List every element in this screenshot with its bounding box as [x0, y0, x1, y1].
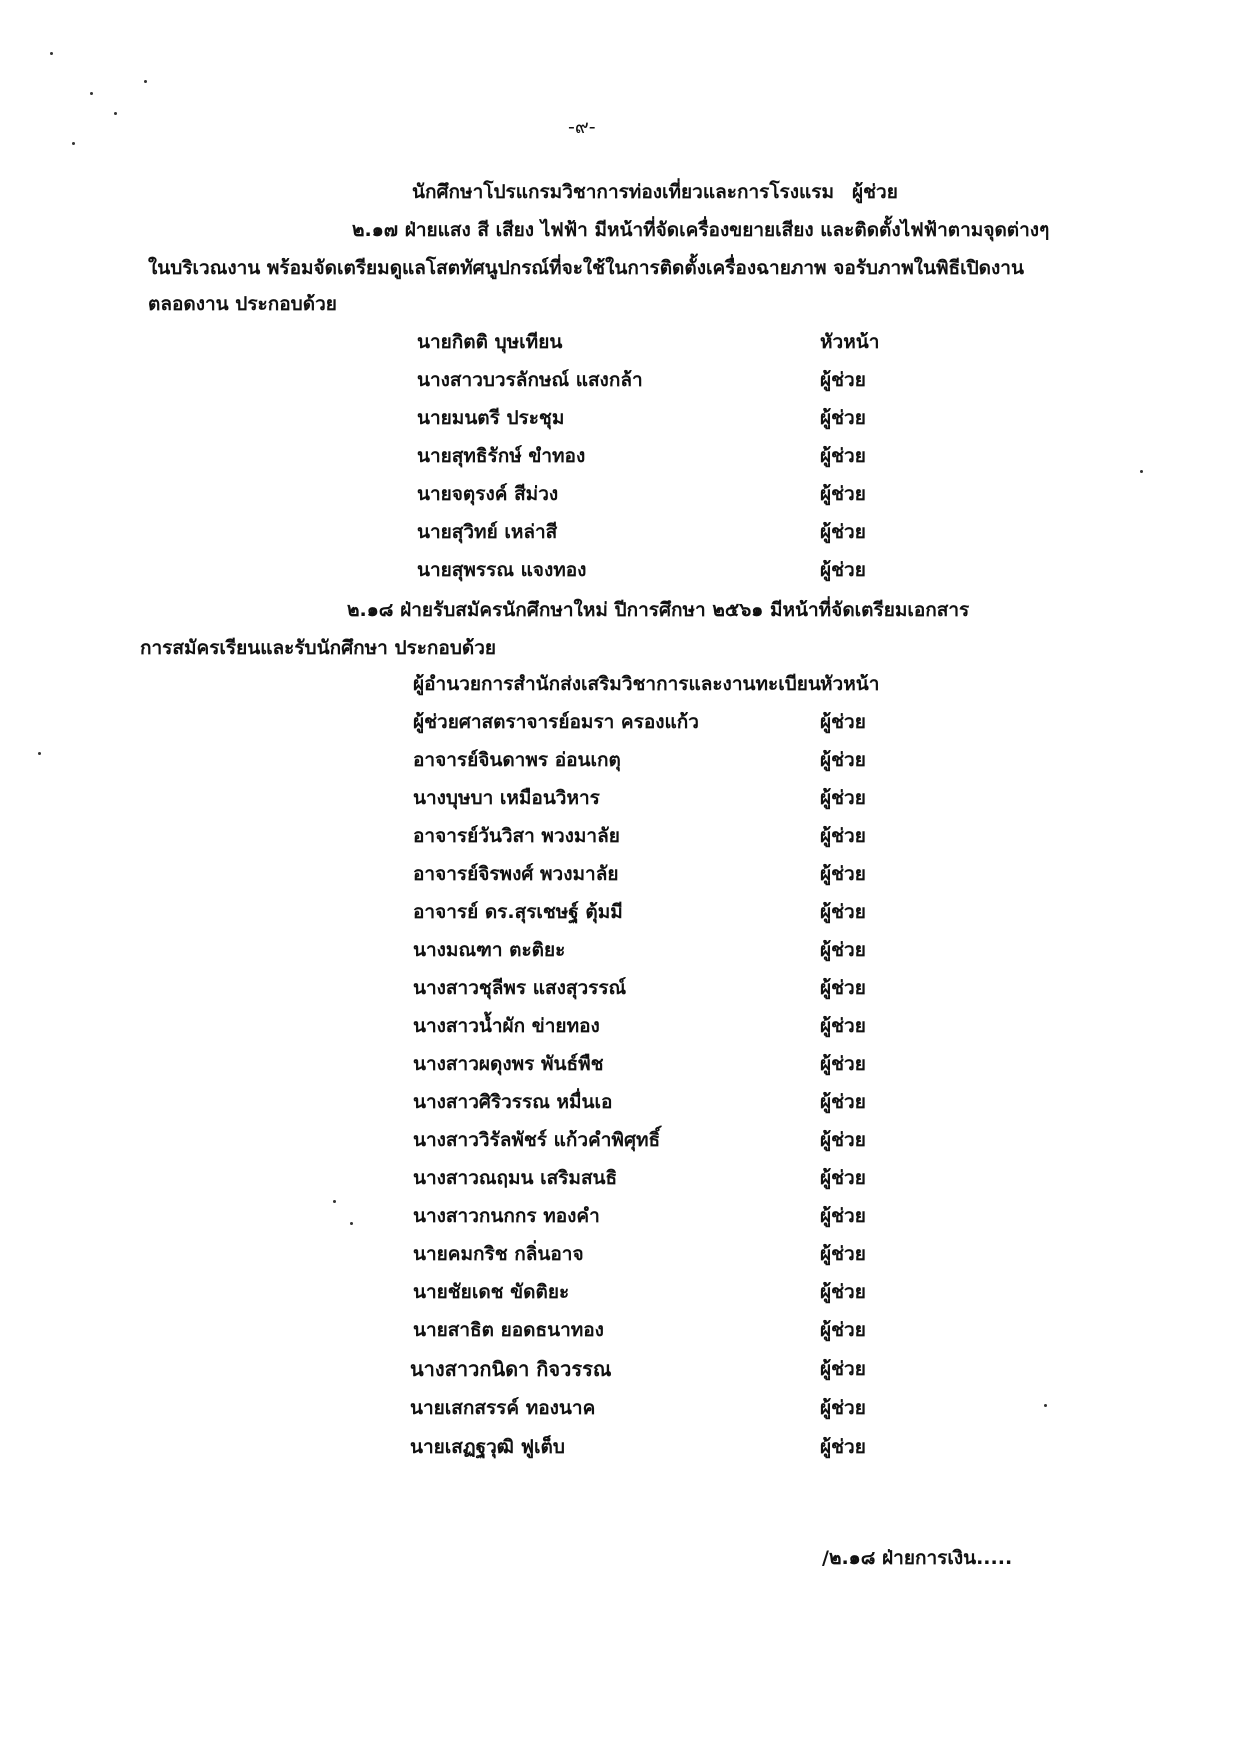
- member-name: นางสาวน้ำผัก ข่ายทอง: [413, 1015, 600, 1037]
- member-role: ผู้ช่วย: [820, 939, 866, 961]
- member-row: [0, 710, 1237, 744]
- section-218-line1: ๒.๑๘ ฝ่ายรับสมัครนักศึกษาใหม่ ปีการศึกษา ๒๕๖๑ มีหน้าที่จัดเตรียมเอกสาร: [347, 599, 970, 621]
- member-role: ผู้ช่วย: [820, 1015, 866, 1037]
- member-row: [0, 520, 1237, 554]
- member-role: ผู้ช่วย: [820, 711, 866, 733]
- member-name: นายกิตติ บุษเทียน: [417, 331, 563, 353]
- section-218-line2: การสมัครเรียนและรับนักศึกษา ประกอบด้วย: [140, 637, 497, 659]
- member-name: นายสาธิต ยอดธนาทอง: [413, 1319, 604, 1341]
- member-role: ผู้ช่วย: [820, 901, 866, 923]
- member-name: อาจารย์จิรพงศ์ พวงมาลัย: [413, 863, 619, 885]
- member-role: ผู้ช่วย: [820, 1205, 866, 1227]
- member-role: หัวหน้า: [820, 331, 880, 353]
- member-name: นายคมกริช กลิ่นอาจ: [413, 1243, 584, 1265]
- member-name: นางสาวผดุงพร พันธ์พืช: [413, 1053, 604, 1075]
- member-row: [0, 1128, 1237, 1162]
- member-row: [0, 786, 1237, 820]
- member-role: ผู้ช่วย: [820, 483, 866, 505]
- member-row: [0, 824, 1237, 858]
- member-role: ผู้ช่วย: [820, 749, 866, 771]
- member-name: นายมนตรี ประชุม: [417, 407, 565, 429]
- member-name: อาจารย์ ดร.สุรเชษฐ์ ตุ้มมี: [413, 901, 623, 923]
- scan-speck: [114, 112, 117, 115]
- member-row: [0, 938, 1237, 972]
- member-role: ผู้ช่วย: [820, 521, 866, 543]
- section-217-line2: ในบริเวณงาน พร้อมจัดเตรียมดูแลโสตทัศนูปกรณ์ที่จะใช้ในการติดตั้งเครื่องฉายภาพ จอรับภาพในพิธีเปิดงาน: [148, 257, 1024, 279]
- section-217-line1: ๒.๑๗ ฝ่ายแสง สี เสียง ไฟฟ้า มีหน้าที่จัดเครื่องขยายเสียง และติดตั้งไฟฟ้าตามจุดต่างๆ: [352, 219, 1050, 241]
- member-name: นายเสฏฐวุฒิ ฟูเต็บ: [410, 1436, 565, 1458]
- member-name: ผู้ช่วยศาสตราจารย์อมรา ครองแก้ว: [413, 711, 699, 733]
- member-name: นางสาวชุลีพร แสงสุวรรณ์: [413, 977, 627, 999]
- member-role: ผู้ช่วย: [820, 407, 866, 429]
- scan-speck: [72, 142, 75, 145]
- member-role: ผู้ช่วย: [820, 977, 866, 999]
- member-row: [0, 558, 1237, 592]
- member-row: [0, 1242, 1237, 1276]
- member-row: [0, 862, 1237, 896]
- member-role: หัวหน้า: [820, 673, 880, 695]
- member-name: นายชัยเดช ขัดติยะ: [413, 1281, 570, 1303]
- intro-role: ผู้ช่วย: [852, 181, 898, 203]
- member-row: [0, 482, 1237, 516]
- page-number: -๙-: [568, 116, 596, 138]
- member-row: [0, 1396, 1237, 1430]
- member-name: อาจารย์จินดาพร อ่อนเกตุ: [413, 749, 621, 771]
- member-name: นางมณฑา ตะติยะ: [413, 939, 566, 961]
- member-role: ผู้ช่วย: [820, 1129, 866, 1151]
- member-name: นายเสกสรรค์ ทองนาค: [410, 1397, 596, 1419]
- member-row: [0, 1435, 1237, 1469]
- member-role: ผู้ช่วย: [820, 1281, 866, 1303]
- member-name: อาจารย์วันวิสา พวงมาลัย: [413, 825, 620, 847]
- section-217-line3: ตลอดงาน ประกอบด้วย: [148, 293, 337, 315]
- member-row: [0, 748, 1237, 782]
- member-row: [0, 1204, 1237, 1238]
- scan-speck: [144, 80, 147, 83]
- member-role: ผู้ช่วย: [820, 1358, 866, 1380]
- scan-speck: [333, 1200, 336, 1203]
- member-role: ผู้ช่วย: [820, 1091, 866, 1113]
- member-role: ผู้ช่วย: [820, 825, 866, 847]
- member-role: ผู้ช่วย: [820, 1053, 866, 1075]
- member-name: นายสุวิทย์ เหล่าสี: [417, 521, 558, 543]
- member-row: [0, 900, 1237, 934]
- member-role: ผู้ช่วย: [820, 1319, 866, 1341]
- member-role: ผู้ช่วย: [820, 445, 866, 467]
- footer-continuation: /๒.๑๘ ฝ่ายการเงิน.....: [822, 1547, 1013, 1569]
- member-role: ผู้ช่วย: [820, 559, 866, 581]
- member-name: นางสาวบวรลักษณ์ แสงกล้า: [417, 369, 643, 391]
- member-row: [0, 1090, 1237, 1124]
- member-name: นางสาวกนิดา กิจวรรณ: [410, 1357, 612, 1381]
- member-name: นางสาวศิริวรรณ หมื่นเอ: [413, 1091, 613, 1113]
- member-row: [0, 1052, 1237, 1086]
- member-row: [0, 368, 1237, 402]
- member-name: นายสุทธิรักษ์ ขำทอง: [417, 445, 586, 467]
- member-role: ผู้ช่วย: [820, 1243, 866, 1265]
- member-row: [0, 976, 1237, 1010]
- member-row: [0, 444, 1237, 478]
- scan-speck: [50, 52, 53, 55]
- member-role: ผู้ช่วย: [820, 787, 866, 809]
- member-row: [0, 1166, 1237, 1200]
- member-row: [0, 1357, 1237, 1391]
- scan-speck: [90, 92, 93, 95]
- member-row: [0, 672, 1237, 706]
- member-name: นางสาวกนกกร ทองคำ: [413, 1205, 600, 1227]
- member-role: ผู้ช่วย: [820, 369, 866, 391]
- member-name: นายสุพรรณ แจงทอง: [417, 559, 587, 581]
- member-name: ผู้อำนวยการสำนักส่งเสริมวิชาการและงานทะเบียน: [413, 673, 821, 695]
- member-row: [0, 406, 1237, 440]
- member-role: ผู้ช่วย: [820, 1397, 866, 1419]
- member-name: นายจตุรงค์ สีม่วง: [417, 483, 559, 505]
- member-name: นางสาววิรัลพัชร์ แก้วคำพิศุทธิ์: [413, 1129, 661, 1151]
- member-role: ผู้ช่วย: [820, 863, 866, 885]
- member-row: [0, 1280, 1237, 1314]
- member-role: ผู้ช่วย: [820, 1436, 866, 1458]
- member-name: นางบุษบา เหมือนวิหาร: [413, 787, 600, 809]
- member-row: [0, 330, 1237, 364]
- member-role: ผู้ช่วย: [820, 1167, 866, 1189]
- member-row: [0, 1014, 1237, 1048]
- member-name: นางสาวณฤมน เสริมสนธิ: [413, 1167, 618, 1189]
- member-row: [0, 1318, 1237, 1352]
- intro-line: นักศึกษาโปรแกรมวิชาการท่องเที่ยวและการโรงแรม: [412, 181, 834, 203]
